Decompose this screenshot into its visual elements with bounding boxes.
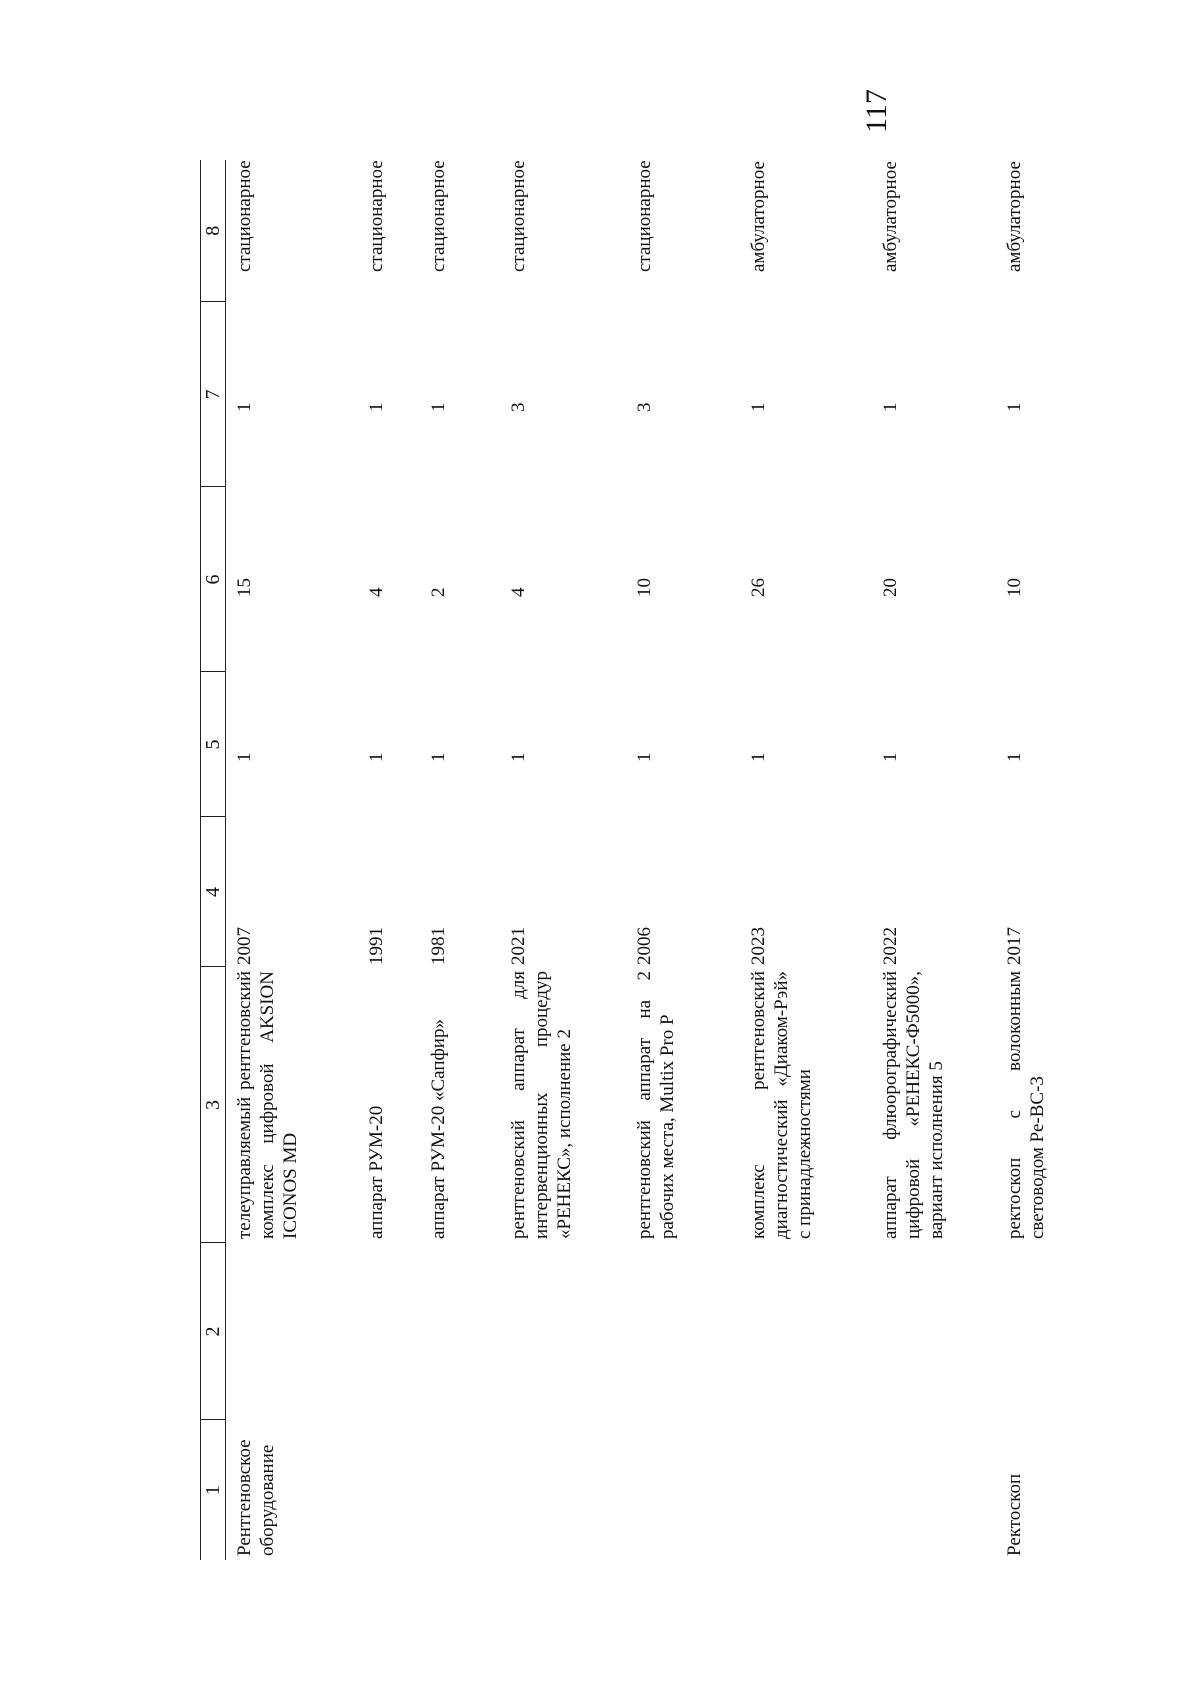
col7-cell: 1: [748, 402, 769, 412]
place-cell: стационарное: [634, 160, 655, 272]
equipment-table: [200, 160, 1100, 1560]
quantity-cell: 1: [1004, 752, 1025, 762]
category-cell: [872, 1420, 996, 1560]
table-row: [740, 160, 872, 1560]
header-col-4: 4: [201, 817, 226, 967]
equipment-name-cell: ректоскоп с волоконным световодом Ре-ВС-3: [1004, 971, 1048, 1239]
place-cell: стационарное: [508, 160, 529, 272]
col7-cell: 1: [880, 402, 901, 412]
col7-cell: 1: [428, 402, 449, 412]
equipment-name-cell: телеуправляемый рентгеновский комплекс цифровой AKSION ICONOS MD: [234, 971, 301, 1239]
col6-cell: 4: [508, 587, 529, 597]
header-row: [201, 160, 226, 1560]
year-cell: 1991: [366, 927, 387, 965]
header-col-5: 5: [201, 672, 226, 817]
equipment-name-cell: комплекс рентгеновский диагностический «Диаком-Рэй» с принадлежностями: [748, 971, 815, 1239]
quantity-cell: 1: [428, 752, 449, 762]
equipment-name-cell: рентгеновский аппарат для интервенционных процедур «РЕНЕКС», исполнение 2: [508, 971, 575, 1239]
col7-cell: 3: [508, 402, 529, 412]
col7-cell: 1: [1004, 402, 1025, 412]
place-cell: стационарное: [428, 160, 449, 272]
col2-cell: [996, 1243, 1100, 1420]
col6-cell: 4: [366, 587, 387, 597]
col2-cell: [226, 1243, 359, 1420]
equipment-name-cell: рентгеновский аппарат на 2 рабочих места, Multix Pro P: [634, 971, 678, 1239]
col2-cell: [420, 1243, 500, 1420]
table-row: [226, 160, 359, 1560]
header-col-8: 8: [201, 160, 226, 302]
year-cell: 2023: [748, 927, 769, 965]
header-col-2: 2: [201, 1243, 226, 1420]
category-cell: [420, 1420, 500, 1560]
equipment-name-cell: аппарат РУМ-20 «Сапфир»: [428, 1019, 449, 1239]
col2-cell: [358, 1243, 420, 1420]
category-cell: [500, 1420, 626, 1560]
col7-cell: 1: [366, 402, 387, 412]
year-cell: 1981: [428, 927, 449, 965]
place-cell: стационарное: [366, 160, 387, 272]
category-cell: [626, 1420, 740, 1560]
header-col-6: 6: [201, 487, 226, 672]
header-col-7: 7: [201, 302, 226, 487]
place-cell: стационарное: [234, 160, 255, 272]
year-cell: 2022: [880, 927, 901, 965]
place-cell: амбулаторное: [748, 161, 769, 272]
col2-cell: [500, 1243, 626, 1420]
header-col-3: 3: [201, 967, 226, 1243]
table-row: [872, 160, 996, 1560]
col7-cell: 3: [634, 402, 655, 412]
category-cell: Рентгеновское оборудование: [234, 1439, 278, 1556]
header-col-1: 1: [201, 1420, 226, 1560]
quantity-cell: 1: [234, 752, 255, 762]
col6-cell: 2: [428, 587, 449, 597]
category-cell: Ректоскоп: [1004, 1473, 1025, 1556]
quantity-cell: 1: [366, 752, 387, 762]
col6-cell: 20: [880, 578, 901, 597]
year-cell: 2021: [508, 927, 529, 965]
col6-cell: 10: [1004, 578, 1025, 597]
col2-cell: [626, 1243, 740, 1420]
category-cell: [740, 1420, 872, 1560]
col6-cell: 10: [634, 578, 655, 597]
table-row: [420, 160, 500, 1560]
place-cell: амбулаторное: [880, 161, 901, 272]
col6-cell: 15: [234, 578, 255, 597]
col2-cell: [740, 1243, 872, 1420]
place-cell: амбулаторное: [1004, 161, 1025, 272]
table-row: [626, 160, 740, 1560]
table-row: [996, 160, 1100, 1560]
year-cell: 2017: [1004, 927, 1025, 965]
table-row: [500, 160, 626, 1560]
equipment-name-cell: аппарат флюорографический цифровой «РЕНЕКС-Ф5000», вариант исполнения 5: [880, 971, 947, 1239]
quantity-cell: 1: [748, 752, 769, 762]
year-cell: 2006: [634, 927, 655, 965]
quantity-cell: 1: [880, 752, 901, 762]
table-row: [358, 160, 420, 1560]
quantity-cell: 1: [634, 752, 655, 762]
col6-cell: 26: [748, 578, 769, 597]
rotated-table-container: [200, 160, 1048, 1560]
page-number: 117: [860, 89, 893, 133]
equipment-name-cell: аппарат РУМ-20: [366, 1105, 387, 1239]
quantity-cell: 1: [508, 752, 529, 762]
category-cell: [358, 1420, 420, 1560]
col7-cell: 1: [234, 402, 255, 412]
year-cell: 2007: [234, 927, 255, 965]
col2-cell: [872, 1243, 996, 1420]
